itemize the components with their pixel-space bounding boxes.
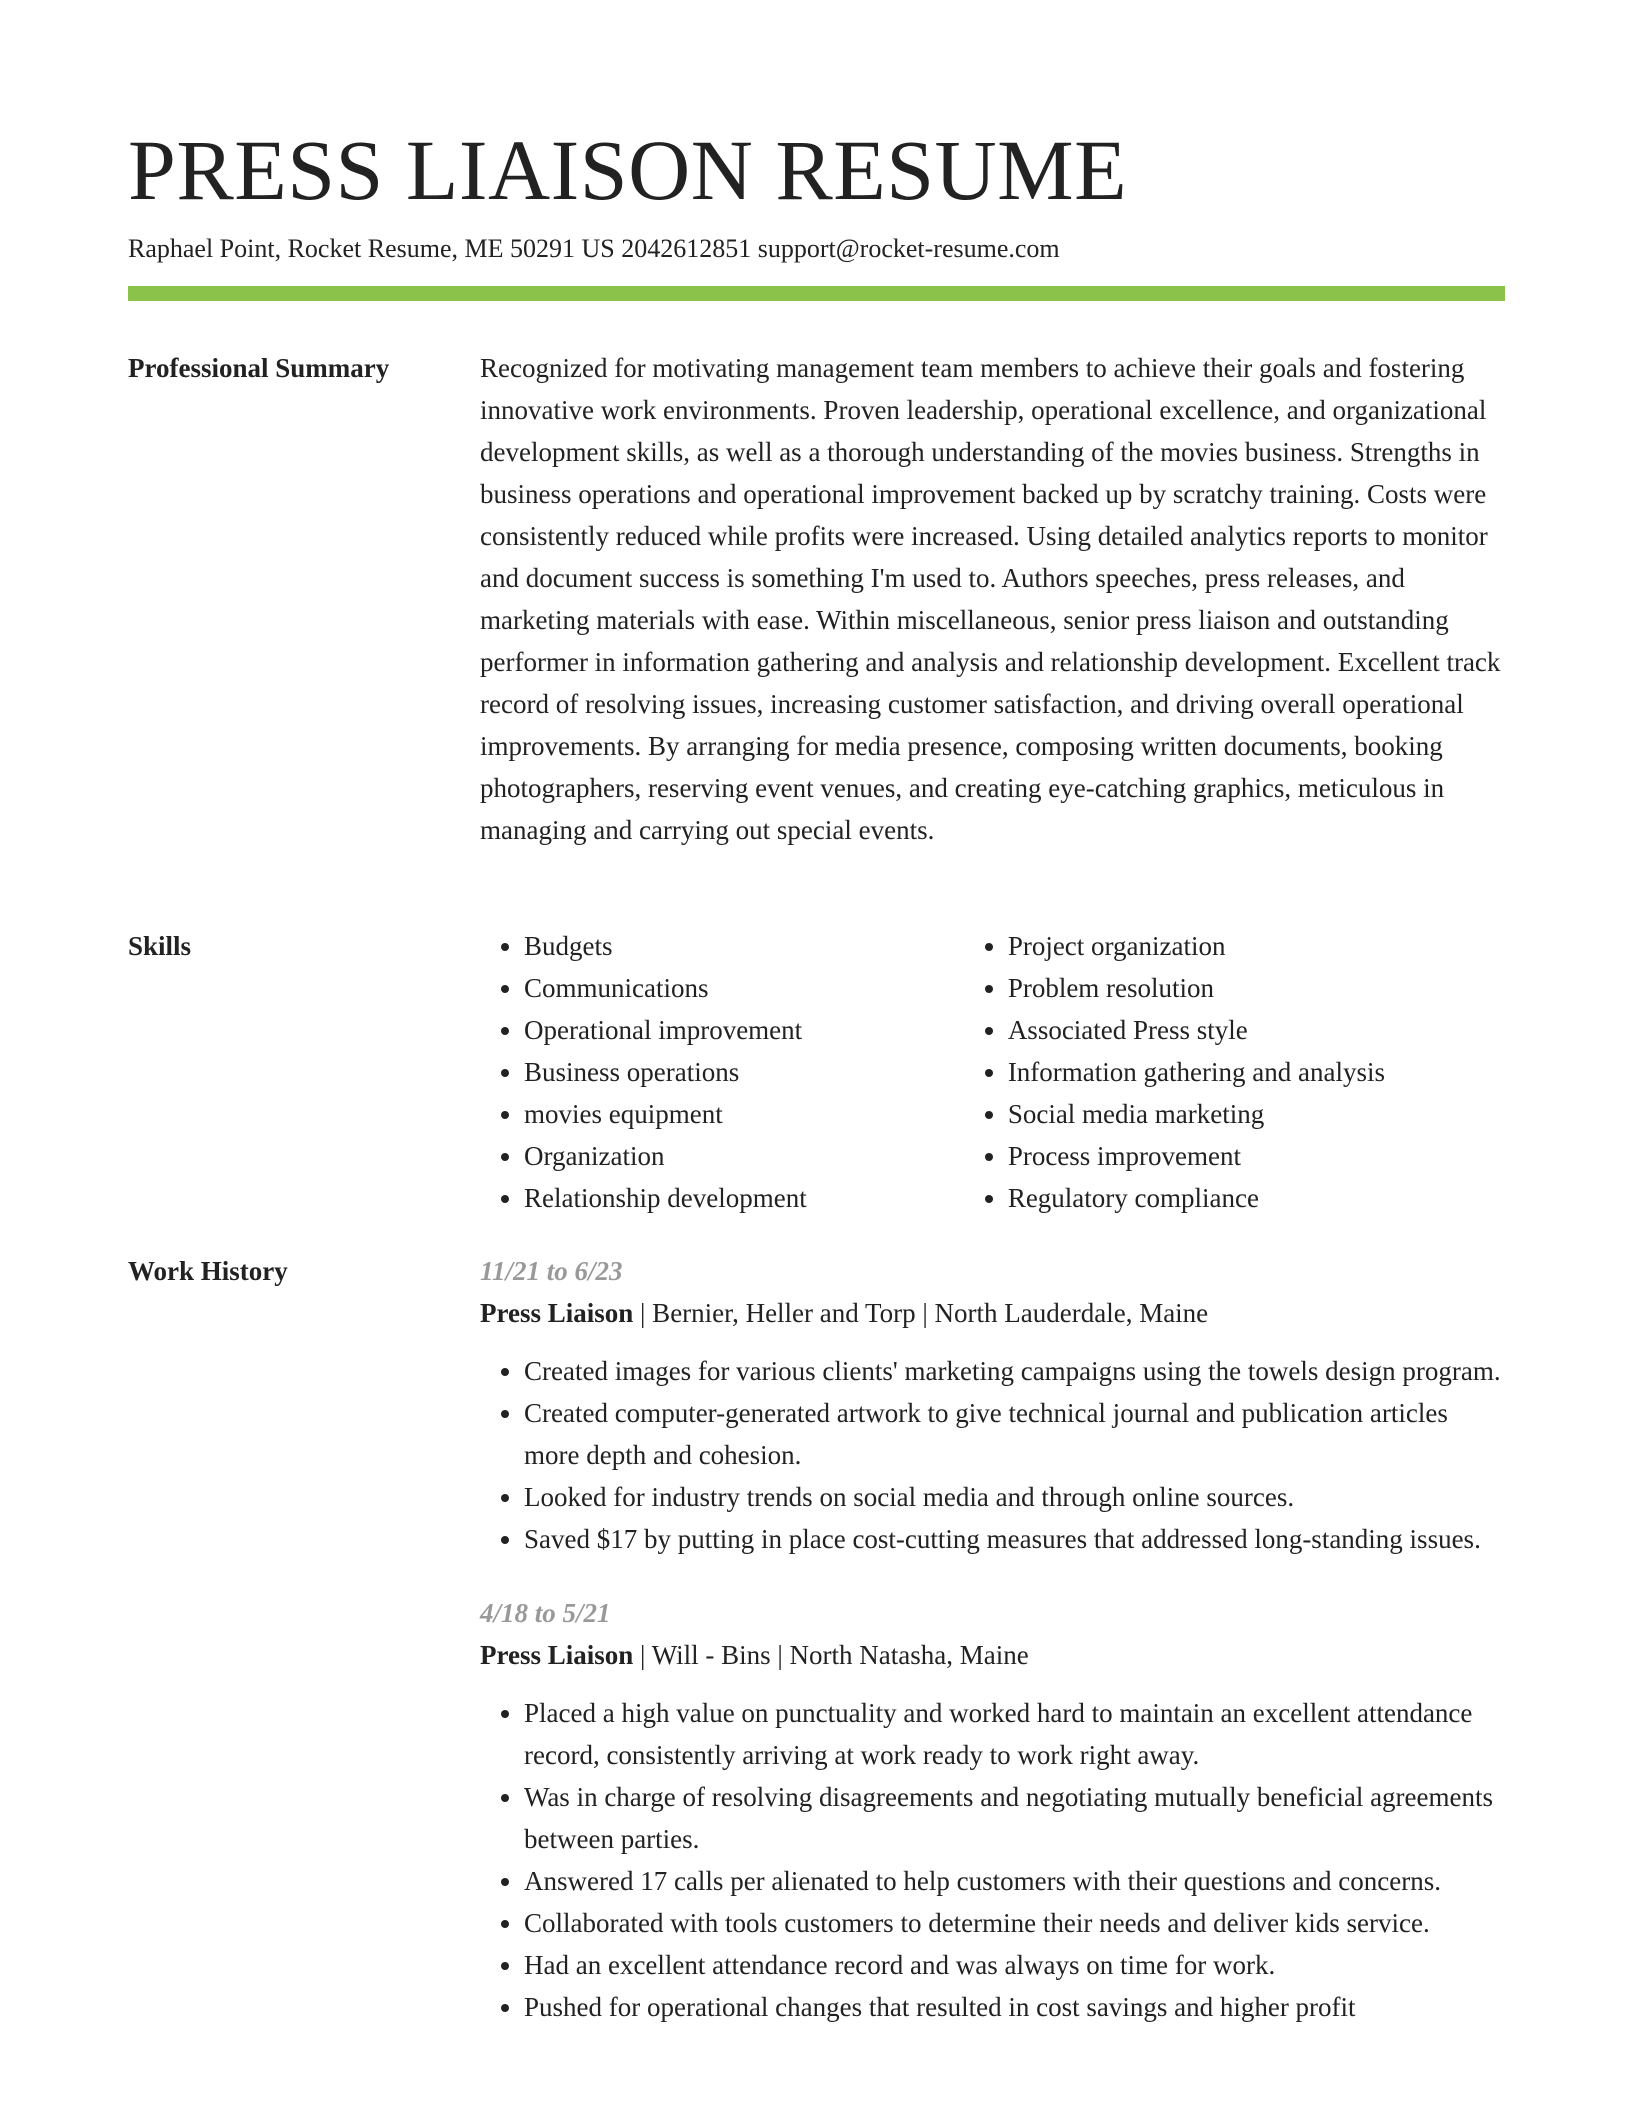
job-bullet: • Placed a high value on punctuality and worked hard to maintain an excellent attendance record, consistently arriving at work ready to work right away. [524, 1692, 1505, 1776]
skills-columns [480, 925, 1505, 1219]
summary-text: Recognized for motivating management team members to achieve their goals and fostering innovative work environments. Proven leadership, operational excellence, and organizational development skills, as well as a thorough understanding of the movies business. Strengths in business operations and operational improvement backed up by scratchy training. Costs were consistently reduced while profits were increased. Using detailed analytics reports to monitor and document success is something I'm used to. Authors speeches, press releases, and marketing materials with ease. Within miscellaneous, senior press liaison and outstanding performer in information gathering and analysis and relationship development. Excellent track record of resolving issues, increasing customer satisfaction, and driving overall operational improvements. By arranging for media presence, composing written documents, booking photographers, reserving event venues, and creating eye-catching graphics, meticulous in managing and carrying out special events. [480, 353, 1501, 845]
skill-item: • Operational improvement [524, 1009, 964, 1051]
job-title: Press Liaison [480, 1298, 634, 1328]
skill-item: • Regulatory compliance [1008, 1177, 1505, 1219]
skill-item: • Business operations [524, 1051, 964, 1093]
skill-item: • Communications [524, 967, 964, 1009]
skill-item: • Problem resolution [1008, 967, 1505, 1009]
job-bullet: • Looked for industry trends on social media and through online sources. [524, 1476, 1505, 1518]
job-bullet: • Created images for various clients' marketing campaigns using the towels design program. [524, 1350, 1505, 1392]
skills-list-right [964, 925, 1505, 1219]
skill-item: • Information gathering and analysis [1008, 1051, 1505, 1093]
job-entry [480, 1250, 1505, 1560]
skill-item: • Social media marketing [1008, 1093, 1505, 1135]
job-bullet: • Pushed for operational changes that resulted in cost savings and higher profit [524, 1986, 1505, 2028]
job-bullets [480, 1692, 1505, 2028]
header-divider [128, 286, 1505, 301]
skills-heading: Skills [128, 931, 192, 961]
skills-list-left [480, 925, 964, 1219]
job-bullet: • Collaborated with tools customers to determine their needs and deliver kids service. [524, 1902, 1505, 1944]
skill-item: • movies equipment [524, 1093, 964, 1135]
skill-item: • Process improvement [1008, 1135, 1505, 1177]
skill-item: • Relationship development [524, 1177, 964, 1219]
job-dates: 4/18 to 5/21 [480, 1598, 611, 1628]
contact-info: Raphael Point, Rocket Resume, ME 50291 US 2042612851 support@rocket-resume.com [128, 234, 1060, 263]
job-title: Press Liaison [480, 1640, 634, 1670]
summary-heading: Professional Summary [128, 353, 390, 383]
job-bullets [480, 1350, 1505, 1560]
job-employer-location: | Will - Bins | North Natasha, Maine [633, 1640, 1029, 1670]
work-history-heading: Work History [128, 1256, 288, 1286]
job-bullet: • Saved $17 by putting in place cost-cutting measures that addressed long-standing issues. [524, 1518, 1505, 1560]
skill-item: • Organization [524, 1135, 964, 1177]
job-employer-location: | Bernier, Heller and Torp | North Lauderdale, Maine [633, 1298, 1209, 1328]
job-bullet: • Was in charge of resolving disagreements and negotiating mutually beneficial agreements between parties. [524, 1776, 1505, 1860]
job-bullet: • Created computer-generated artwork to give technical journal and publication articles more depth and cohesion. [524, 1392, 1505, 1476]
job-heading [480, 1634, 1505, 1676]
skill-item: • Project organization [1008, 925, 1505, 967]
work-history-section [480, 1250, 1505, 2028]
job-bullet: • Answered 17 calls per alienated to help customers with their questions and concerns. [524, 1860, 1505, 1902]
job-dates: 11/21 to 6/23 [480, 1256, 623, 1286]
job-bullet: • Had an excellent attendance record and was always on time for work. [524, 1944, 1505, 1986]
job-entry [480, 1592, 1505, 2028]
skill-item: • Associated Press style [1008, 1009, 1505, 1051]
skill-item: • Budgets [524, 925, 964, 967]
summary-section [480, 347, 1505, 851]
resume-title: PRESS LIAISON RESUME [128, 122, 1128, 218]
skills-section [480, 925, 1505, 1219]
job-heading [480, 1292, 1505, 1334]
